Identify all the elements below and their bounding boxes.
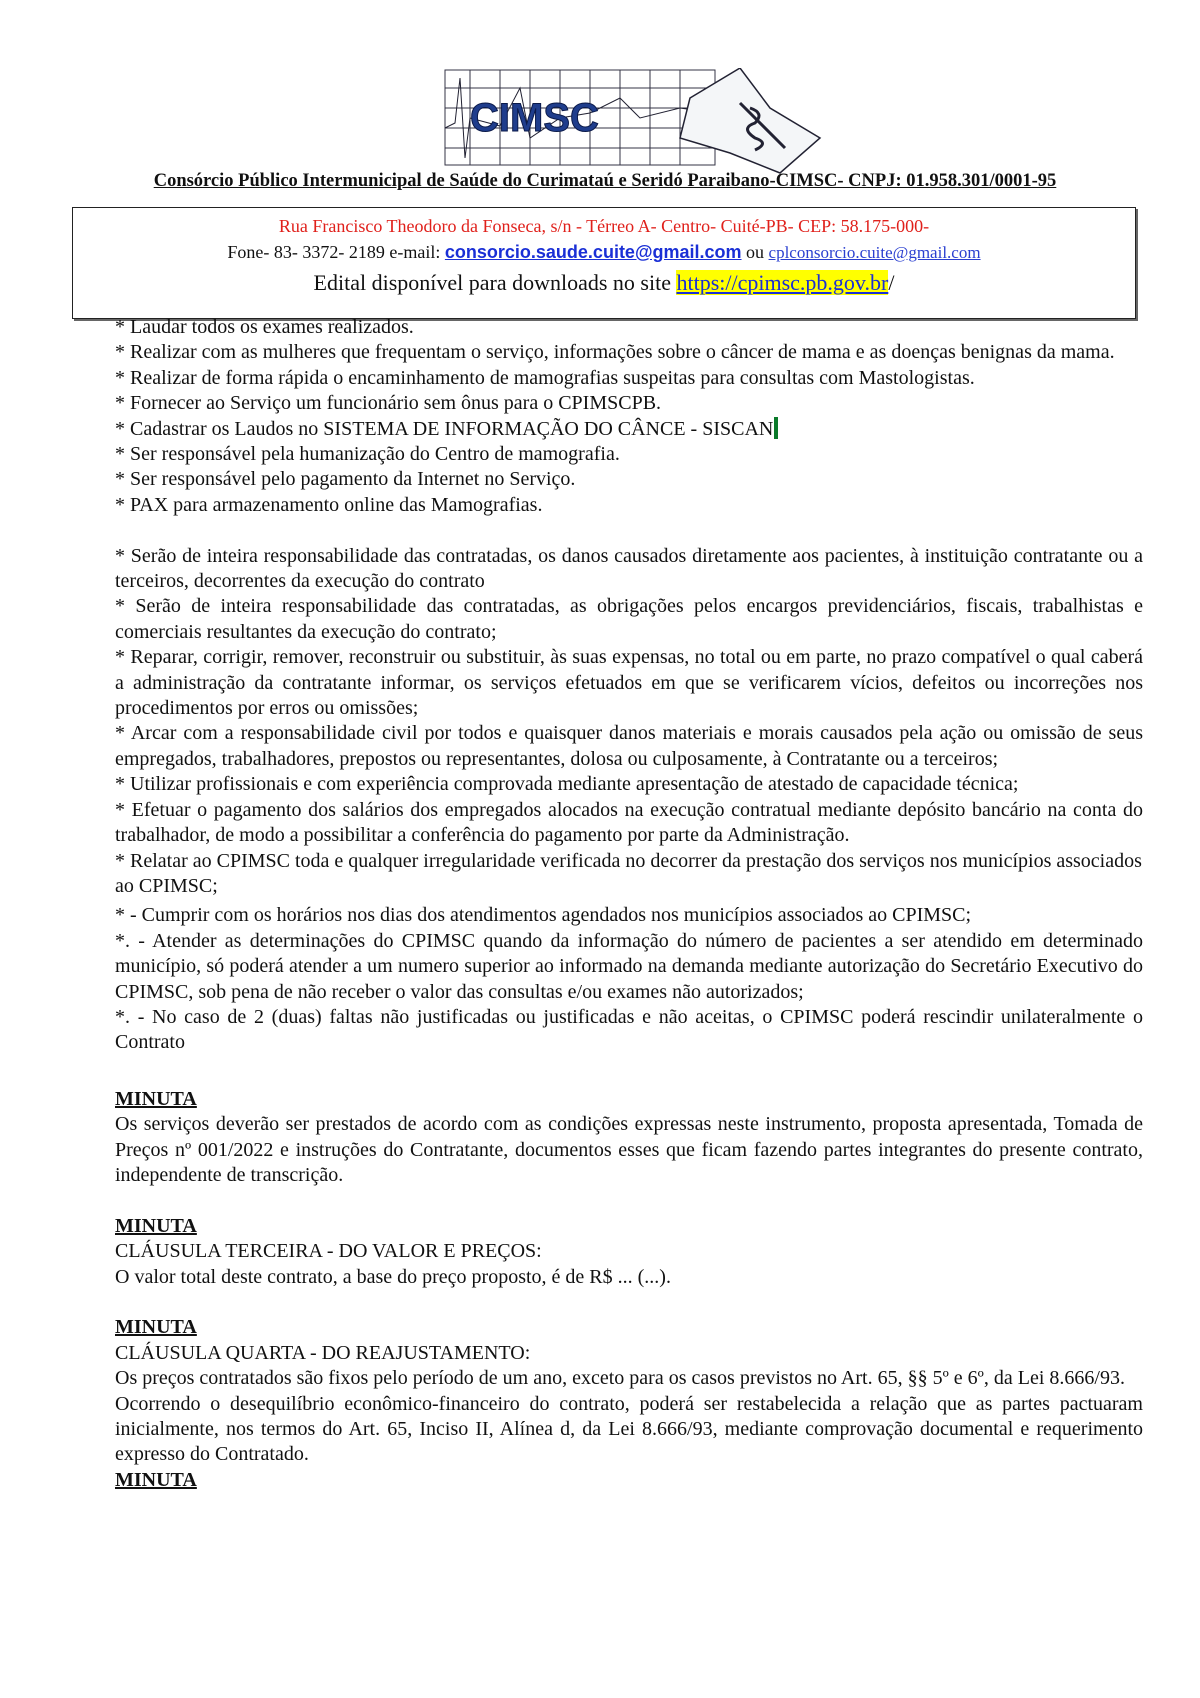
site-link[interactable]: https://cpimsc.pb.gov.br: [676, 270, 889, 295]
list-item: [115, 417, 1143, 442]
list-item: * Relatar ao CPIMSC toda e qualquer irregularidade verificada no decorrer da prestação dos serviços nos municípios associados ao CPIMSC;: [115, 849, 1142, 897]
list-item: * Serão de inteira responsabilidade das contratadas, os danos causados diretamente aos pacientes, à instituição contratante ou a terceiros, decorrentes da execução do contrato: [115, 544, 1143, 593]
or-label: ou: [741, 242, 769, 262]
email-link-2[interactable]: cplconsorcio.cuite@gmail.com: [768, 243, 981, 262]
list-item-text: * Cadastrar os Laudos no SISTEMA DE INFORMAÇÃO DO CÂNCE - SISCAN: [115, 417, 774, 440]
list-item: * Laudar todos os exames realizados.: [115, 316, 414, 338]
list-item: * Realizar de forma rápida o encaminhamento de mamografias suspeitas para consultas com Mastologistas.: [115, 366, 975, 389]
list-item: * Ser responsável pela humanização do Centro de mamografia.: [115, 443, 620, 466]
list-item: *. - Atender as determinações do CPIMSC quando da informação do número de pacientes a ser atendido em determinado município, só poderá atender a um numero superior ao informado na demanda mediante autorização do Secretário Executivo do CPIMSC, sob pena de não receber o valor das consultas e/ou exames não autorizados;: [115, 929, 1143, 1003]
list-item: * Fornecer ao Serviço um funcionário sem ônus para o CPIMSCPB.: [115, 392, 662, 415]
section-heading-minuta: MINUTA: [115, 1316, 197, 1339]
svg-text:CIMSC: CIMSC: [470, 96, 599, 140]
section-heading-minuta: MINUTA: [115, 1214, 197, 1237]
list-item: * PAX para armazenamento online das Mamografias.: [115, 493, 543, 516]
clause-heading: CLÁUSULA QUARTA - DO REAJUSTAMENTO:: [115, 1341, 531, 1364]
list-item: * Realizar com as mulheres que frequentam o serviço, informações sobre o câncer de mama e as doenças benignas da mama.: [115, 341, 1115, 364]
phone-label: Fone- 83- 3372- 2189 e-mail:: [227, 242, 445, 262]
section-text: Os preços contratados são fixos pelo período de um ano, exceto para os casos previstos no Art. 65, §§ 5º e 6º, da Lei 8.666/93.: [115, 1367, 1125, 1390]
edital-label: Edital disponível para downloads no site: [313, 270, 677, 295]
list-item: * Arcar com a responsabilidade civil por todos e quaisquer danos materiais e morais causados pela ação ou omissão de seus empregados, trabalhadores, prepostos ou representantes, dolosa ou culposamente, à Contratante ou a terceiros;: [115, 722, 1143, 770]
section-text: Ocorrendo o desequilíbrio econômico-financeiro do contrato, poderá ser restabelecida a relação que as partes pactuaram inicialmente, nos termos do Art. 65, Inciso II, Alínea d, da Lei 8.666/93, mediante comprovação documental e requerimento expresso do Contratado.: [115, 1392, 1143, 1466]
header-title: Consórcio Público Intermunicipal de Saúde do Curimataú e Seridó Paraibano-CIMSC- CNPJ: 01.958.301/0001-95: [153, 171, 1057, 191]
list-item: *. - No caso de 2 (duas) faltas não justificadas ou justificadas e não aceitas, o CPIMSC poderá rescindir unilateralmente o Contrato: [115, 1005, 1143, 1054]
cimsc-logo: [440, 68, 830, 174]
email-link-1[interactable]: consorcio.saude.cuite@gmail.com: [444, 242, 742, 262]
contact-line: [73, 242, 1135, 263]
list-item: * Reparar, corrigir, remover, reconstruir ou substituir, às suas expensas, no total ou em parte, no prazo compatível o qual caberá a administração da contratante informar, os serviços efetuados em que se verificarem vícios, defeitos ou incorreções nos procedimentos por erros ou omissões;: [115, 646, 1143, 720]
list-item: * Utilizar profissionais e com experiência comprovada mediante apresentação de atestado de capacidade técnica;: [115, 773, 1019, 796]
list-item: * Efetuar o pagamento dos salários dos empregados alocados na execução contratual mediante depósito bancário na conta do trabalhador, de modo a possibilitar a conferência do pagamento por parte da Administração.: [115, 798, 1143, 847]
document-body: [115, 315, 1143, 1493]
list-item: * Ser responsável pelo pagamento da Internet no Serviço.: [115, 468, 576, 491]
clause-heading: CLÁUSULA TERCEIRA - DO VALOR E PREÇOS:: [115, 1240, 542, 1263]
section-heading-minuta: MINUTA: [115, 1087, 197, 1110]
section-text: Os serviços deverão ser prestados de acordo com as condições expressas neste instrumento, proposta apresentada, Tomada de Preços nº 001/2022 e instruções do Contratante, documentos esses que ficam fazendo partes integrantes do presente contrato, independente de transcrição.: [115, 1113, 1143, 1186]
list-item: * - Cumprir com os horários nos dias dos atendimentos agendados nos municípios associados ao CPIMSC;: [115, 904, 972, 927]
section-heading-minuta: MINUTA: [115, 1468, 197, 1491]
text-cursor: [774, 417, 778, 439]
list-item: * Serão de inteira responsabilidade das contratadas, as obrigações pelos encargos previdenciários, fiscais, trabalhistas e comerciais resultantes da execução do contrato;: [115, 595, 1143, 643]
section-text: O valor total deste contrato, a base do preço proposto, é de R$ ... (...).: [115, 1265, 671, 1288]
address: Rua Francisco Theodoro da Fonseca, s/n - Térreo A- Centro- Cuité-PB- CEP: 58.175-000-: [278, 216, 930, 236]
site-suffix: /: [888, 270, 895, 295]
header-contact-box: [72, 207, 1136, 319]
edital-line: [73, 270, 1135, 296]
